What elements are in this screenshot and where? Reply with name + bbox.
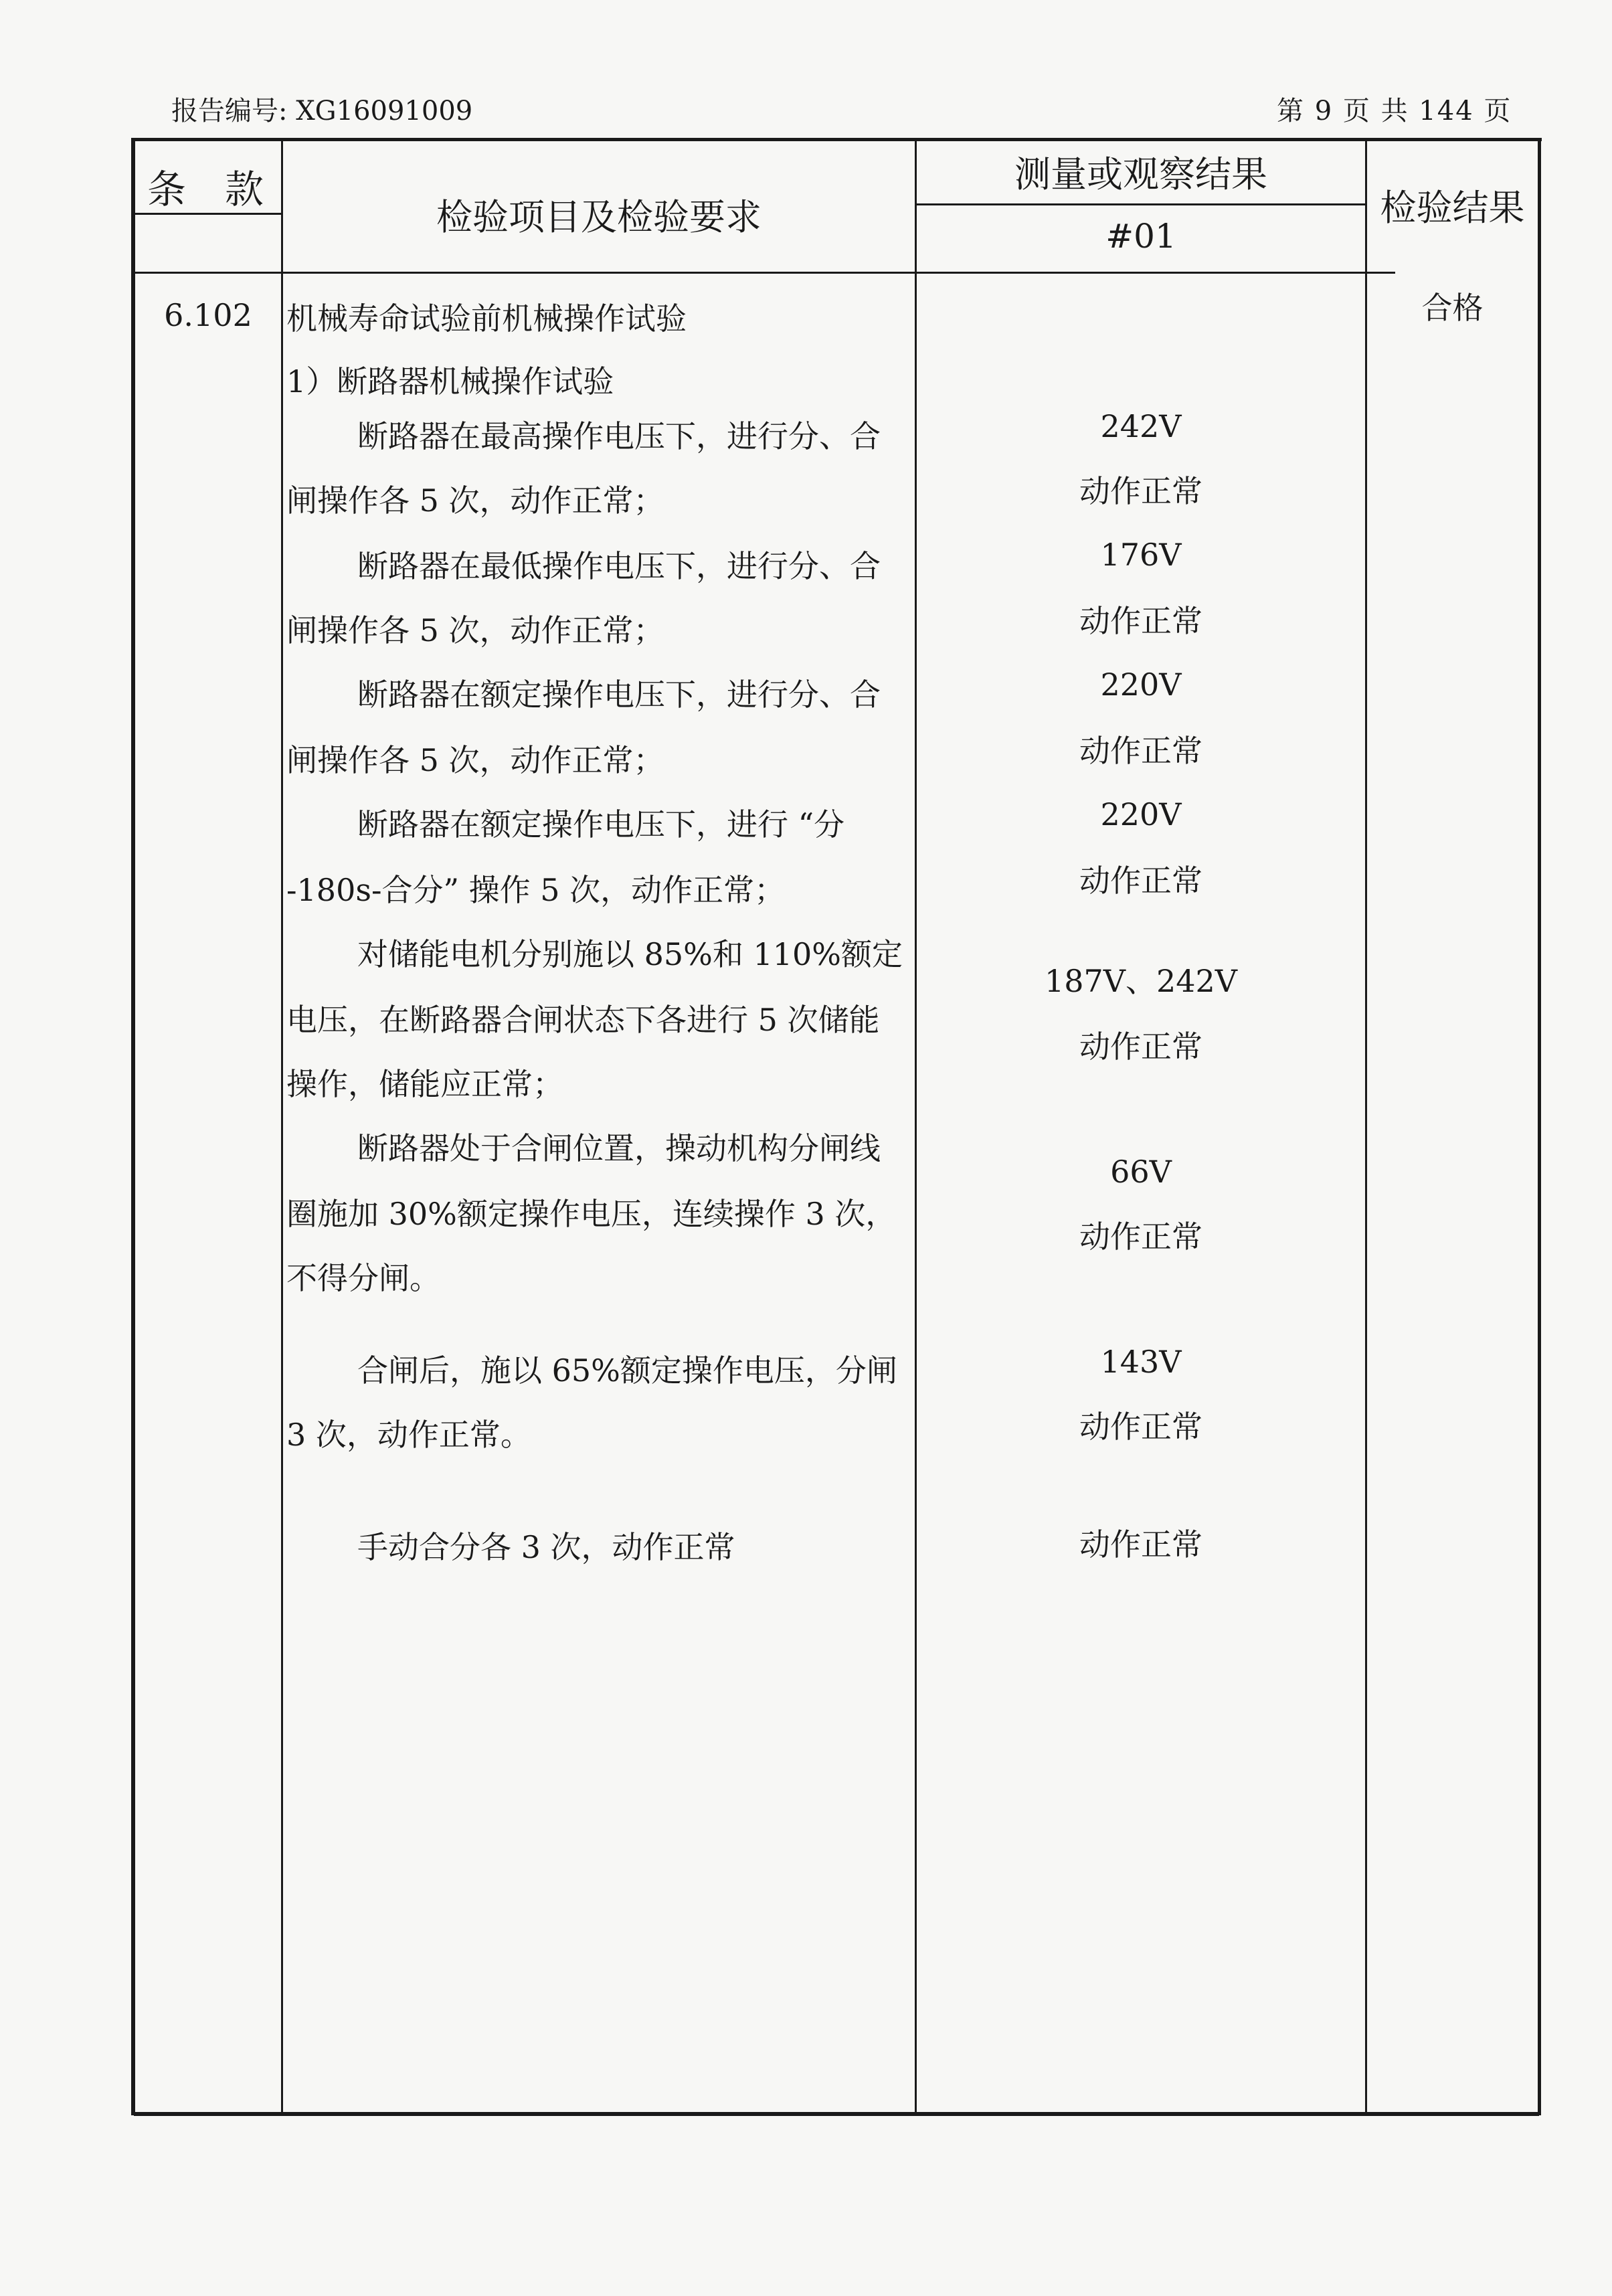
result-value: 动作正常 — [1079, 1409, 1202, 1445]
table-top-border — [132, 138, 1542, 141]
table-right-border — [1538, 138, 1541, 2115]
result-value: 143V — [1100, 1344, 1182, 1380]
page-info: 第 9 页 共 144 页 — [1277, 96, 1512, 126]
result-value: 动作正常 — [1079, 863, 1202, 899]
result-value: 动作正常 — [1079, 473, 1202, 509]
sample-id-header: #01 — [1105, 217, 1176, 256]
result-value: 66V — [1110, 1154, 1172, 1190]
report-number: 报告编号: XG16091009 — [171, 96, 473, 126]
requirement-line: 1）断路器机械操作试验 — [286, 363, 614, 400]
clause-header: 条 款 — [147, 167, 264, 212]
col-divider-1 — [281, 138, 283, 2112]
result-value: 动作正常 — [1079, 733, 1202, 769]
requirement-line: 断路器在最低操作电压下，进行分、合 — [357, 548, 881, 584]
requirement-line: 断路器在额定操作电压下，进行分、合 — [357, 677, 881, 713]
result-value: 220V — [1100, 796, 1182, 832]
measurement-header: 测量或观察结果 — [1014, 153, 1267, 195]
result-value: 242V — [1100, 408, 1182, 444]
requirement-line: 断路器处于合闸位置，操动机构分闸线 — [357, 1130, 881, 1166]
requirement-line: 机械寿命试验前机械操作试验 — [286, 300, 687, 337]
table-left-border — [131, 138, 135, 2115]
requirement-line: 闸操作各 5 次，动作正常； — [286, 742, 664, 778]
result-value: 动作正常 — [1079, 1526, 1202, 1563]
result-value: 187V、242V — [1044, 963, 1238, 999]
result-value: 动作正常 — [1079, 1219, 1202, 1255]
requirement-line: 断路器在额定操作电压下，进行 “分 — [357, 806, 845, 843]
measurement-header-divider — [915, 203, 1365, 205]
result-value: 动作正常 — [1079, 1029, 1202, 1065]
requirement-line: 断路器在最高操作电压下，进行分、合 — [357, 418, 881, 454]
requirement-line: 手动合分各 3 次，动作正常 — [357, 1529, 735, 1565]
result-value: 176V — [1100, 537, 1182, 573]
requirement-line: 不得分闸。 — [286, 1260, 440, 1296]
requirement-line: 合闸后，施以 65%额定操作电压，分闸 — [357, 1352, 897, 1389]
item-requirements-header: 检验项目及检验要求 — [436, 196, 762, 238]
requirement-line: 闸操作各 5 次，动作正常； — [286, 482, 664, 519]
verdict-header: 检验结果 — [1380, 187, 1525, 229]
table-bottom-border — [134, 2112, 1539, 2116]
requirement-line: 3 次，动作正常。 — [286, 1417, 531, 1453]
result-value: 动作正常 — [1079, 603, 1202, 639]
clause-number: 6.102 — [164, 297, 252, 333]
verdict-value: 合格 — [1421, 290, 1484, 326]
requirement-line: -180s-合分” 操作 5 次，动作正常； — [286, 872, 786, 908]
result-value: 220V — [1100, 667, 1182, 703]
requirement-line: 闸操作各 5 次，动作正常； — [286, 612, 664, 648]
col-divider-3 — [1365, 138, 1367, 2112]
requirement-line: 操作，储能应正常； — [286, 1066, 563, 1102]
requirement-line: 圈施加 30%额定操作电压，连续操作 3 次， — [286, 1196, 897, 1232]
requirement-line: 对储能电机分别施以 85%和 110%额定 — [357, 936, 903, 972]
requirement-line: 电压，在断路器合闸状态下各进行 5 次储能 — [286, 1002, 880, 1038]
header-bottom-border — [132, 272, 1395, 274]
